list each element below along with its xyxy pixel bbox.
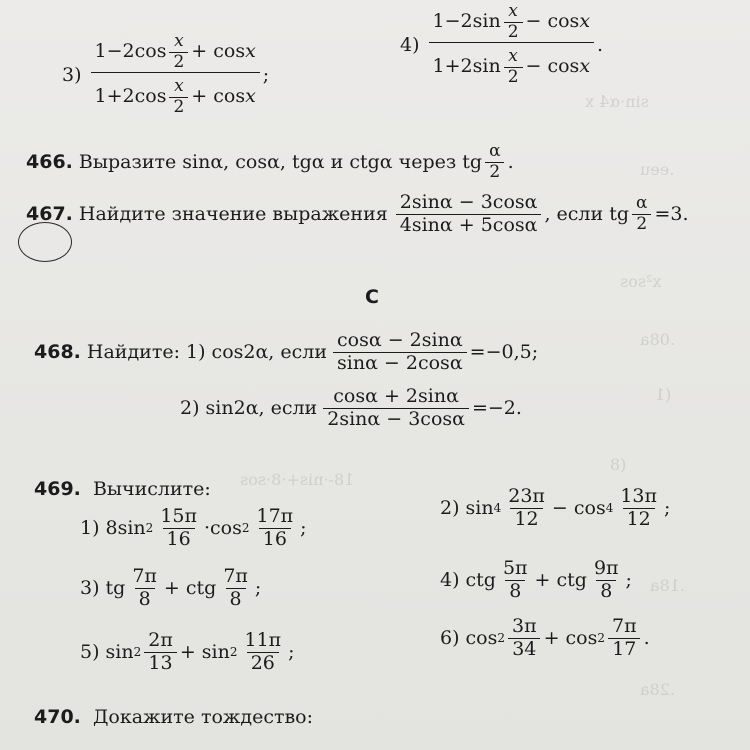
half-angle-fraction (485, 142, 504, 182)
problem-468-fraction-1 (333, 330, 467, 375)
item-4-denominator (429, 42, 595, 87)
problem-468-denominator-2: 2sinα − 3cosα (323, 408, 469, 431)
problem-466 (26, 142, 514, 182)
problem-467 (26, 192, 689, 237)
item-num-2: 17π (256, 505, 294, 527)
item-function-2: + cos (543, 627, 598, 650)
bleed-through-text: 18-·nis+·8·sos (240, 470, 355, 489)
bleed-through-text: .28a (640, 680, 675, 699)
item-den-2: 26 (247, 652, 279, 675)
problem-468-number: 468. (34, 341, 81, 364)
problem-467-denominator: 4sinα + 5cosα (396, 214, 542, 237)
item-num-2: 11π (244, 629, 282, 651)
item-num-1: 5π (502, 557, 528, 579)
item-function-2: + ctg (163, 577, 217, 600)
problem-467-fraction (396, 192, 542, 237)
problem-470 (34, 706, 313, 728)
item-den-1: 34 (508, 638, 540, 661)
item-den-1: 16 (163, 528, 195, 551)
item-punct: ; (288, 641, 295, 664)
item-function-2: + ctg (534, 569, 587, 592)
item-3-num-prefix: 1−2cos (94, 40, 167, 63)
problem-468-text: Найдите: 1) cos2α, если (86, 341, 327, 364)
item-3-fraction (62, 32, 269, 117)
item-fraction-1 (128, 566, 161, 611)
problem-467-text: Найдите значение выражения (78, 203, 388, 226)
half-num: x (174, 76, 184, 97)
item-punct: ; (254, 577, 262, 600)
item-punct: ; (625, 569, 632, 592)
half-angle-fraction (169, 32, 188, 72)
item-fraction-1 (504, 486, 549, 531)
half-num: x (174, 31, 184, 51)
item-den-1: 8 (135, 588, 155, 611)
item-label: 3) (80, 577, 100, 600)
item-4-numerator (429, 2, 595, 42)
item-punct: ; (664, 497, 671, 520)
item-fraction-1 (156, 506, 201, 551)
half-num: x (508, 1, 518, 21)
item-den-2: 8 (226, 588, 246, 611)
item-den-1: 12 (510, 508, 542, 531)
item-exponent-2: 2 (597, 631, 606, 646)
item-function-1: 8sin (105, 517, 146, 540)
item-punct: . (643, 627, 650, 650)
half-angle-fraction (632, 194, 651, 234)
item-function-2: − cos (551, 497, 606, 520)
item-label: 2) (440, 497, 460, 520)
problem-469-item-2 (440, 486, 670, 531)
problem-468-value-2: =−2. (471, 397, 522, 420)
problem-468-part-2-text: 2) sin2α, если (180, 397, 318, 420)
item-num-2: 9π (593, 557, 619, 579)
item-fraction-2 (240, 630, 285, 675)
item-3-num-suffix: + cos (191, 40, 246, 63)
item-den-2: 8 (596, 580, 616, 603)
half-den: 2 (504, 22, 523, 43)
bleed-through-text: (1 (655, 385, 672, 404)
item-3-denominator (91, 72, 260, 117)
problem-468-value-1: =−0,5; (469, 341, 539, 364)
problem-468 (34, 330, 538, 375)
problem-469-item-3 (80, 566, 261, 611)
bleed-through-text: (8 (610, 455, 627, 474)
item-num-1: 2π (148, 629, 173, 651)
item-den-2: 16 (259, 528, 291, 551)
problem-468-fraction-2 (323, 386, 469, 431)
item-4-label: 4) (400, 33, 420, 56)
half-angle-fraction (504, 47, 523, 87)
item-num-2: 13π (620, 485, 658, 507)
half-num: α (489, 141, 501, 161)
problem-466-text: Выразите sinα, cosα, tgα и ctgα через tg (78, 151, 483, 174)
item-exponent-1: 2 (497, 631, 505, 646)
half-angle-fraction (169, 77, 188, 117)
item-function-2: ·cos (203, 517, 242, 540)
problem-469 (34, 478, 211, 500)
item-exponent-1: 2 (145, 521, 154, 536)
problem-468-numerator-1: cosα − 2sinα (337, 329, 463, 351)
item-exponent-2: 4 (605, 501, 614, 516)
item-fraction-2 (616, 486, 661, 531)
problem-469-item-6 (440, 616, 650, 661)
item-label: 1) (80, 517, 100, 540)
item-function-1: tg (105, 577, 126, 600)
item-4-var: x (579, 55, 591, 78)
item-num-1: 23π (508, 485, 545, 507)
problem-469-item-1 (80, 506, 307, 551)
problem-469-text: Вычислите: (92, 478, 211, 500)
item-4-den-suffix: − cos (525, 55, 580, 78)
item-label: 5) (80, 641, 100, 664)
item-fraction-2 (590, 558, 623, 603)
item-den-2: 17 (608, 638, 640, 661)
problem-469-item-5 (80, 630, 295, 675)
item-num-2: 7π (223, 565, 248, 587)
item-3-den-suffix: + cos (191, 85, 246, 108)
item-function-2: + sin (179, 641, 230, 664)
item-3-punct: ; (262, 63, 270, 86)
item-3-label: 3) (62, 63, 82, 86)
item-num-1: 3π (512, 615, 537, 637)
item-punct: ; (300, 517, 307, 540)
bleed-through-text: .08a (640, 330, 675, 349)
item-fraction-2 (253, 506, 298, 551)
item-fraction-2 (219, 566, 252, 611)
item-fraction-1 (508, 616, 541, 661)
bleed-through-text: .eeu (640, 160, 675, 179)
item-4-punct: . (597, 33, 604, 56)
item-exponent-1: 4 (493, 501, 502, 516)
item-function-1: sin (465, 497, 494, 520)
problem-468-numerator-2: cosα + 2sinα (333, 385, 459, 407)
problem-470-number: 470. (34, 706, 81, 728)
item-exponent-1: 2 (133, 645, 142, 660)
half-angle-fraction (504, 2, 523, 42)
half-num: x (508, 46, 518, 67)
item-4-num-suffix: − cos (525, 10, 580, 33)
item-3-var: x (245, 85, 256, 108)
item-num-1: 7π (132, 565, 157, 587)
item-3-main-fraction (91, 32, 260, 117)
item-3-den-prefix: 1+2cos (94, 85, 167, 108)
item-num-2: 7π (612, 615, 637, 637)
problem-470-text: Докажите тождество: (92, 706, 314, 728)
item-function-1: ctg (465, 569, 496, 592)
item-exponent-2: 2 (229, 645, 238, 660)
item-4-main-fraction (429, 2, 595, 87)
problem-467-numerator: 2sinα − 3cosα (399, 191, 538, 213)
problem-469-number: 469. (34, 478, 81, 500)
problem-466-punct: . (507, 151, 514, 174)
half-den: 2 (485, 162, 504, 183)
problem-468-denominator-1: sinα − 2cosα (333, 352, 467, 375)
problem-469-item-4 (440, 558, 632, 603)
problem-467-condition: , если tg (544, 203, 630, 226)
problem-467-number: 467. (26, 203, 73, 226)
item-fraction-1 (144, 630, 177, 675)
section-letter: С (365, 286, 379, 308)
item-4-num-prefix: 1−2sin (432, 10, 501, 33)
item-label: 4) (440, 569, 460, 592)
bleed-through-text: .18a (650, 576, 685, 595)
item-den-2: 12 (623, 508, 655, 531)
half-den: 2 (504, 67, 523, 88)
item-fraction-1 (499, 558, 532, 603)
item-3-numerator (91, 32, 260, 72)
item-label: 6) (440, 627, 460, 650)
item-exponent-2: 2 (241, 521, 250, 536)
item-function-1: cos (465, 627, 498, 650)
bleed-through-text: x²sos (620, 272, 662, 291)
item-4-den-prefix: 1+2sin (432, 55, 501, 78)
half-num: α (636, 193, 648, 214)
half-den: 2 (632, 214, 651, 235)
item-function-1: sin (105, 641, 134, 664)
item-4-fraction (400, 2, 603, 87)
half-den: 2 (169, 97, 188, 118)
item-den-1: 13 (144, 652, 176, 675)
item-num-1: 15π (160, 505, 197, 527)
item-4-var: x (579, 10, 591, 33)
problem-467-value: =3. (654, 203, 689, 226)
bleed-through-text: sin·α4 x (585, 92, 649, 111)
problem-466-number: 466. (26, 151, 73, 174)
item-fraction-2 (608, 616, 641, 661)
item-3-var: x (245, 40, 256, 63)
problem-468-part-2 (180, 386, 522, 431)
item-den-1: 8 (505, 580, 525, 603)
half-den: 2 (169, 52, 188, 73)
